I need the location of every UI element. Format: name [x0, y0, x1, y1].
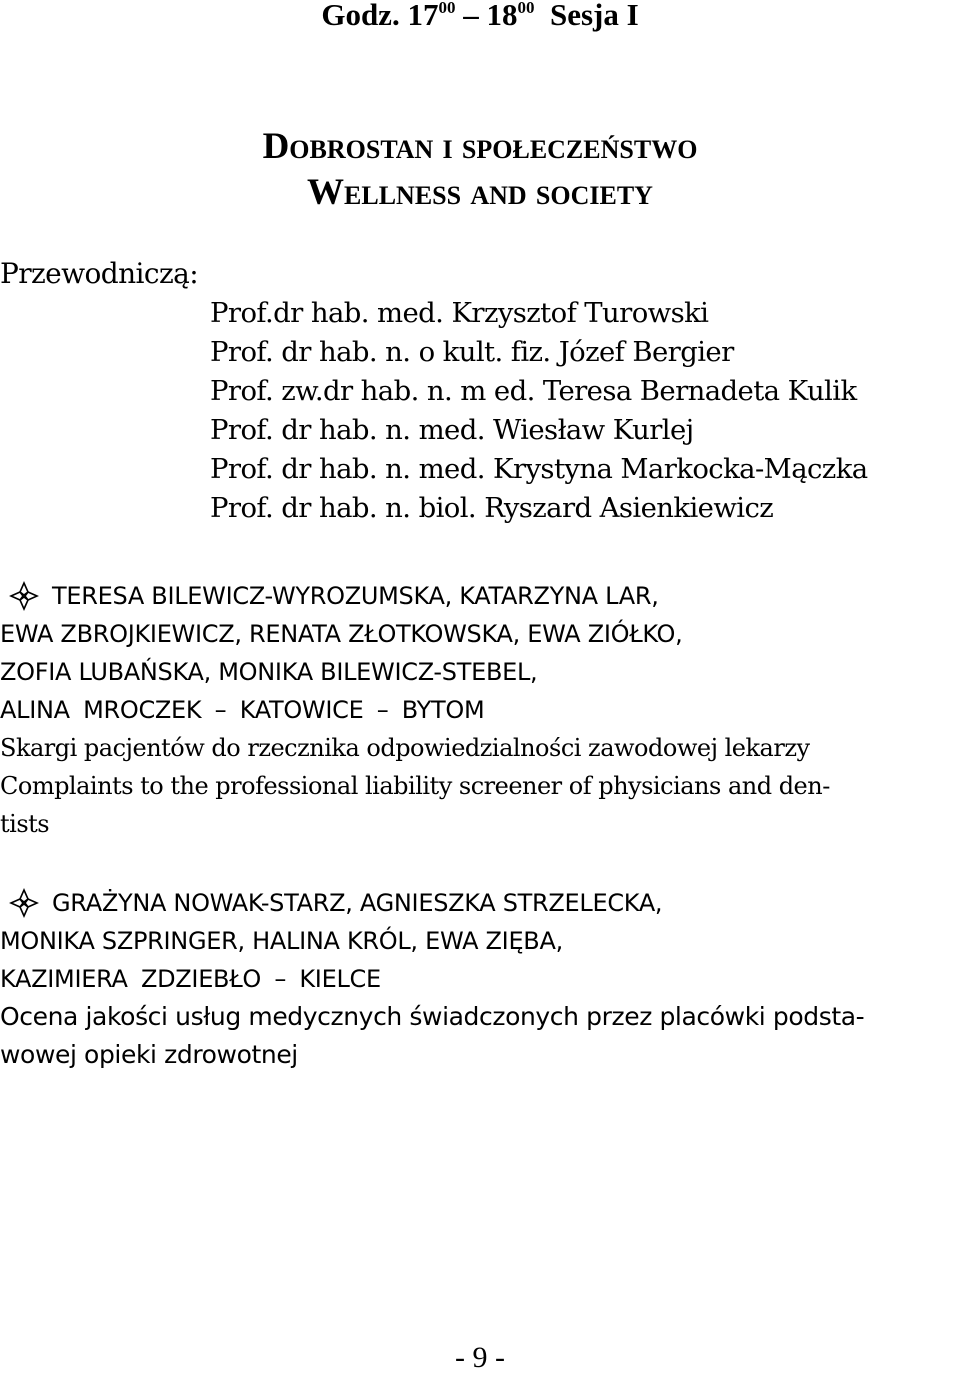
session-title-english: Wellness and society	[307, 172, 653, 213]
presentation-title-polish: wowej opieki zdrowotnej	[0, 1040, 298, 1069]
diamond-bullet-icon	[8, 580, 40, 612]
session-start-minutes: 00	[438, 0, 456, 17]
chair-name: Prof. dr hab. n. med. Krystyna Markocka-Mączka	[210, 453, 868, 485]
session-title-polish: Dobrostan i społeczeństwo	[262, 126, 698, 167]
presentation-title-polish: Skargi pacjentów do rzecznika odpowiedzialności zawodowej lekarzy	[0, 734, 810, 762]
presentation-title-english: tists	[0, 810, 50, 838]
authors-line: EWA ZBROJKIEWICZ, RENATA ZŁOTKOWSKA, EWA ZIÓŁKO,	[0, 620, 683, 648]
authors-line: ALINA MROCZEK – KATOWICE – BYTOM	[0, 696, 485, 724]
diamond-bullet-icon	[8, 887, 40, 919]
session-label: Sesja I	[534, 0, 639, 32]
authors-text: TERESA BILEWICZ-WYROZUMSKA, KATARZYNA LAR,	[52, 582, 659, 610]
chairs-label: Przewodniczą:	[0, 257, 199, 290]
session-start-hour: Godz. 17	[321, 0, 439, 32]
authors-line: MONIKA SZPRINGER, HALINA KRÓL, EWA ZIĘBA,	[0, 927, 563, 955]
chair-name: Prof. dr hab. n. o kult. fiz. Józef Bergier	[210, 336, 734, 368]
session-header	[0, 0, 960, 30]
presentation-title-polish: Ocena jakości usług medycznych świadczonych przez placówki podsta-	[0, 1002, 865, 1031]
session-end-minutes: 00	[517, 0, 535, 17]
presentation-2	[0, 884, 958, 1074]
authors-line	[0, 577, 958, 615]
authors-line: ZOFIA LUBAŃSKA, MONIKA BILEWICZ-STEBEL,	[0, 658, 538, 686]
session-end-hour: – 18	[455, 0, 518, 32]
presentation-title-english: Complaints to the professional liability screener of physicians and den-	[0, 772, 830, 800]
authors-line	[0, 884, 958, 922]
authors-line: KAZIMIERA ZDZIEBŁO – KIELCE	[0, 965, 381, 993]
presentation-1	[0, 577, 958, 843]
chair-name: Prof.dr hab. med. Krzysztof Turowski	[210, 297, 709, 329]
chairs-list	[210, 294, 868, 528]
page-number: - 9 -	[455, 1341, 505, 1374]
authors-text: GRAŻYNA NOWAK-STARZ, AGNIESZKA STRZELECKA,	[52, 889, 663, 917]
chair-name: Prof. zw.dr hab. n. m ed. Teresa Bernadeta Kulik	[210, 375, 857, 407]
chair-name: Prof. dr hab. n. med. Wiesław Kurlej	[210, 414, 694, 446]
chair-name: Prof. dr hab. n. biol. Ryszard Asienkiewicz	[210, 492, 774, 524]
